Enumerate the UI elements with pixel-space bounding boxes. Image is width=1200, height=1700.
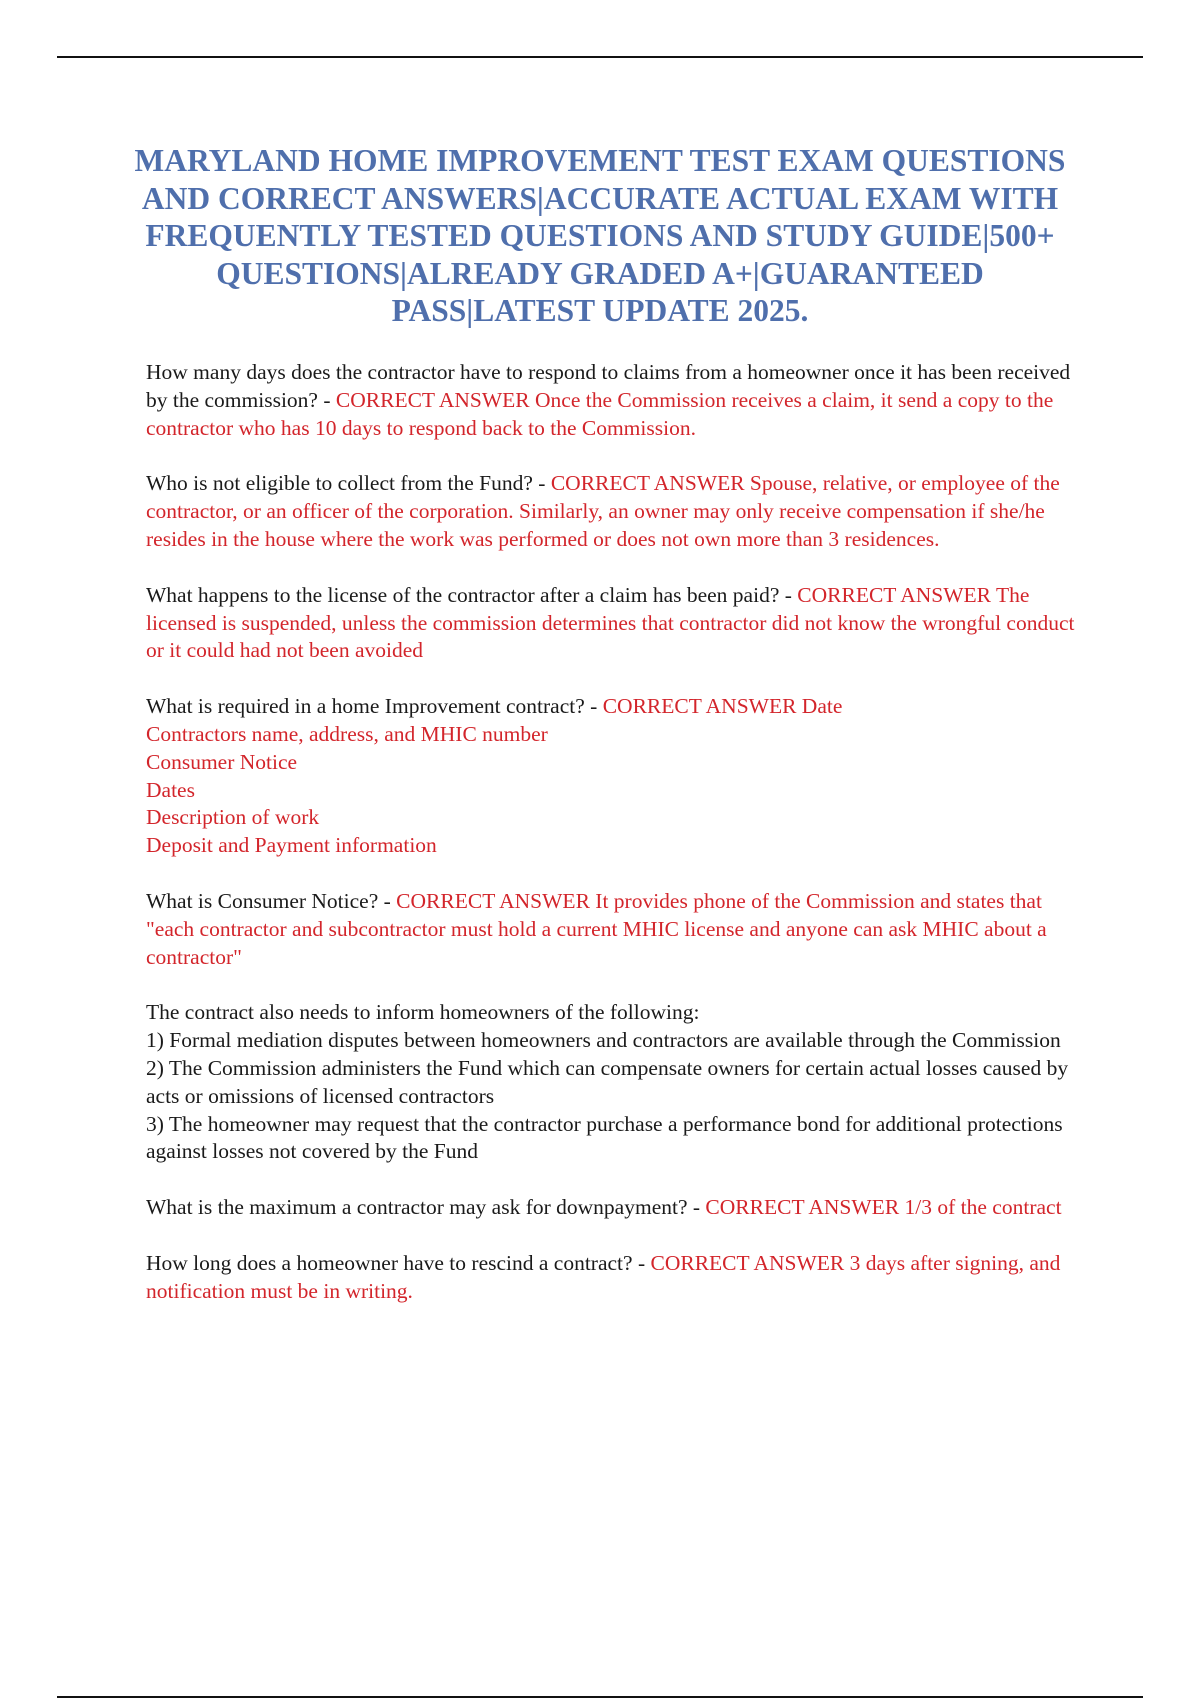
answer-line: Contractors name, address, and MHIC number (146, 721, 548, 746)
top-rule (57, 56, 1143, 58)
question-text: What is Consumer Notice? - (146, 888, 397, 913)
qa-item-3 (146, 582, 1092, 665)
question-text: Who is not eligible to collect from the Fund? - (146, 471, 551, 496)
inform-block (146, 999, 1092, 1166)
answer-text: CORRECT ANSWER Date (602, 694, 843, 719)
qa-item-contract (146, 693, 1092, 860)
answer-text: CORRECT ANSWER Once the Commission receives a claim, it send a copy to the contractor who has 10 days to respond back to the Commission. (146, 387, 1054, 440)
answer-text: CORRECT ANSWER Spouse, relative, or employee of the contractor, or an officer of the corporation. Similarly, an owner may only receive compensation if she/he resides in the house where the work was performed or does not own more than 3 residences. (146, 471, 1060, 551)
answer-line: Description of work (146, 805, 320, 830)
bottom-rule (57, 1696, 1143, 1698)
answer-text: CORRECT ANSWER The licensed is suspended, unless the commission determines that contractor did not know the wrongful conduct or it could had not been avoided (146, 582, 1075, 663)
document-title: MARYLAND HOME IMPROVEMENT TEST EXAM QUESTIONS AND CORRECT ANSWERS|ACCURATE ACTUAL EXAM WITH FREQUENTLY TESTED QUESTIONS AND STUDY GUIDE|500+ QUESTIONS|ALREADY GRADED A+|GUARANTEED PASS|LATEST UPDATE 2025. (134, 143, 1066, 328)
qa-item-consumer-notice (146, 888, 1092, 971)
inform-intro: The contract also needs to inform homeowners of the following: (146, 1000, 700, 1025)
answer-text: CORRECT ANSWER 1/3 of the contract (705, 1195, 1062, 1220)
qa-item-1 (146, 359, 1092, 442)
document-body (146, 359, 1092, 1334)
qa-item-2 (146, 470, 1092, 553)
question-text: How long does a homeowner have to rescind a contract? - (146, 1250, 651, 1275)
answer-line: Dates (146, 777, 195, 802)
question-text: What is required in a home Improvement contract? - (146, 694, 603, 719)
answer-text: CORRECT ANSWER It provides phone of the Commission and states that "each contractor and subcontractor must hold a current MHIC license and anyone can ask MHIC about a contractor" (146, 888, 1047, 969)
question-text: How many days does the contractor have to respond to claims from a homeowner once it has been received by the commission? - (146, 360, 1071, 412)
answer-line: Deposit and Payment information (146, 833, 437, 858)
qa-item-rescind (146, 1250, 1092, 1306)
answer-text: CORRECT ANSWER 3 days after signing, and notification must be in writing. (146, 1250, 1061, 1303)
question-text: What is the maximum a contractor may ask for downpayment? - (146, 1195, 706, 1220)
inform-item: 3) The homeowner may request that the contractor purchase a performance bond for additional protections against losses not covered by the Fund (146, 1111, 1063, 1164)
answer-line: Consumer Notice (146, 749, 298, 774)
inform-item: 1) Formal mediation disputes between homeowners and contractors are available through the Commission (146, 1028, 1061, 1053)
inform-item: 2) The Commission administers the Fund which can compensate owners for certain actual losses caused by acts or omissions of licensed contractors (146, 1055, 1069, 1108)
question-text: What happens to the license of the contractor after a claim has been paid? - (146, 582, 798, 607)
qa-item-downpayment (146, 1194, 1092, 1222)
